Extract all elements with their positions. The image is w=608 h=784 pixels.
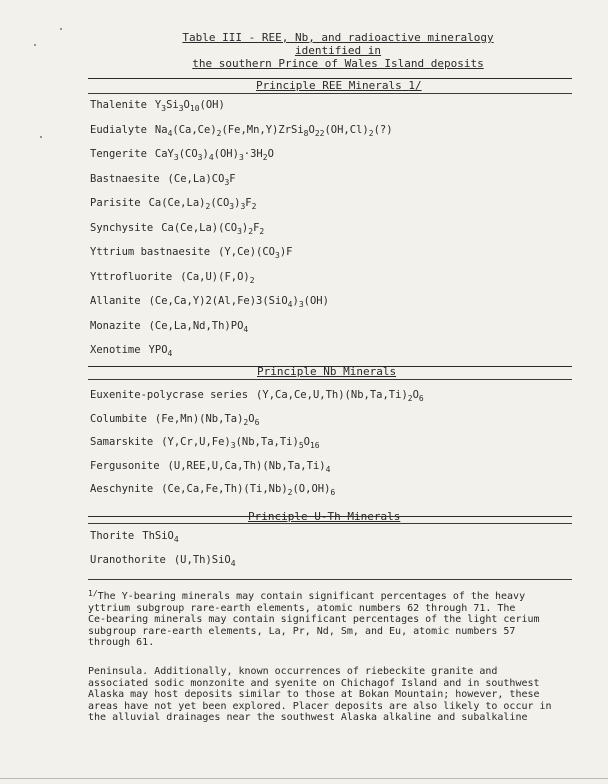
mineral-formula: $(Ce,La)CO_3F$ bbox=[167, 172, 236, 187]
mineral-formula: $Y_3Si_3O_{10}(OH)$ bbox=[154, 99, 225, 113]
mineral-name: Uranothorite bbox=[90, 554, 166, 566]
mineral-formula: ThSiO$_4$ bbox=[142, 530, 179, 544]
mineral-formula: $(Y,Cr,U,Fe)_3(Nb,Ta,Ti)_5O_{16}$ bbox=[161, 436, 320, 450]
mineral-row bbox=[90, 124, 393, 137]
scan-speck bbox=[60, 28, 62, 30]
mineral-formula: $(Y,Ca,Ce,U,Th)(Nb,Ta,Ti)_2O_6$ bbox=[256, 389, 424, 403]
mineral-formula: $Na_4(Ca,Ce)_2(Fe,Mn,Y)ZrSi_8O_{22}(OH,Cl)_2(?)$ bbox=[154, 123, 393, 138]
mineral-name: Aeschynite bbox=[90, 483, 154, 495]
mineral-name: Allanite bbox=[90, 295, 141, 307]
mineral-formula: $(Y,Ce)(CO_3)F$ bbox=[218, 246, 293, 260]
mineral-name: Eudialyte bbox=[90, 123, 147, 136]
mineral-name: Columbite bbox=[90, 412, 147, 425]
table-end-rule bbox=[88, 579, 572, 580]
mineral-row bbox=[90, 483, 335, 496]
mineral-formula: $(Ce,Ca,Fe,Th)(Ti,Nb)_2(O,OH)_6$ bbox=[161, 483, 336, 497]
mineral-row bbox=[90, 460, 330, 473]
section-heading: Principle REE Minerals 1/ bbox=[256, 79, 422, 92]
mineral-row bbox=[90, 389, 424, 402]
body-paragraph: Peninsula. Additionally, known occurrences of riebeckite granite and associated sodic monzonite and syenite on Chichagof Island and in southwest Alaska may host deposits similar to those at Bokan Mountain; however, these areas have not yet been explored. Placer deposits are also likely to occur in the alluvial drainages near the southwest Alaska alkaline and subalkaline bbox=[88, 666, 552, 723]
mineral-name: Thorite bbox=[90, 530, 135, 542]
mineral-row bbox=[90, 320, 248, 333]
table-title-line2: the southern Prince of Wales Island deposits bbox=[192, 57, 484, 70]
footnote-reference: 1/ bbox=[408, 79, 422, 92]
mineral-row bbox=[90, 344, 172, 357]
section-heading: Principle Nb Minerals bbox=[257, 365, 397, 378]
scan-speck bbox=[34, 44, 36, 46]
mineral-name: Samarskite bbox=[90, 436, 154, 448]
mineral-formula: $Ca(Ce,La)_2(CO_3)_3F_2$ bbox=[148, 197, 257, 211]
mineral-formula: $CaY_3(CO_3)_4(OH)_3\cdot 3H_2O$ bbox=[154, 148, 274, 162]
section-rule-bottom bbox=[88, 379, 572, 380]
mineral-row bbox=[90, 222, 264, 235]
mineral-name: Parisite bbox=[90, 197, 141, 209]
mineral-formula: $(Ca,U)(F,O)_2$ bbox=[180, 270, 255, 285]
mineral-formula: $(Ce,La,Nd,Th)PO_4$ bbox=[148, 319, 249, 334]
table-title-line1: Table III - REE, Nb, and radioactive mineralogy identified in bbox=[182, 31, 494, 57]
mineral-row bbox=[90, 99, 225, 112]
mineral-name: Monazite bbox=[90, 319, 141, 332]
table-title bbox=[148, 31, 528, 70]
mineral-name: Tengerite bbox=[90, 148, 147, 160]
section-heading: Principle U-Th Minerals bbox=[248, 510, 401, 523]
scan-speck bbox=[40, 136, 42, 138]
section-rule-bottom bbox=[88, 93, 572, 94]
mineral-row bbox=[90, 271, 255, 284]
mineral-row bbox=[90, 554, 236, 567]
mineral-name: Yttrium bastnaesite bbox=[90, 246, 211, 258]
footnote-mark: 1/ bbox=[88, 589, 98, 598]
mineral-formula: $(Fe,Mn)(Nb,Ta)_2O_6$ bbox=[154, 412, 260, 427]
mineral-row bbox=[90, 295, 329, 308]
section-rule-bottom bbox=[88, 523, 572, 524]
mineral-name: Thalenite bbox=[90, 99, 147, 111]
mineral-formula: $YPO_4$ bbox=[148, 344, 173, 358]
mineral-formula: $Ca(Ce,La)(CO_3)_2F_2$ bbox=[161, 221, 265, 236]
mineral-formula: $(U,REE,U,Ca,Th)(Nb,Ta,Ti)_4$ bbox=[167, 459, 331, 474]
mineral-formula: $(Ce,Ca,Y)2(Al,Fe)3(SiO_4)_3(OH)$ bbox=[148, 295, 329, 309]
page-edge-line bbox=[0, 778, 608, 779]
mineral-name: Yttrofluorite bbox=[90, 270, 173, 283]
mineral-name: Xenotime bbox=[90, 344, 141, 356]
footnote bbox=[88, 588, 574, 649]
mineral-row bbox=[90, 530, 179, 543]
mineral-row bbox=[90, 197, 256, 210]
mineral-name: Fergusonite bbox=[90, 459, 160, 472]
mineral-row bbox=[90, 148, 274, 161]
mineral-name: Synchysite bbox=[90, 221, 154, 234]
mineral-name: Euxenite-polycrase series bbox=[90, 389, 249, 401]
mineral-row bbox=[90, 436, 320, 449]
mineral-row bbox=[90, 246, 293, 259]
mineral-row bbox=[90, 413, 259, 426]
mineral-name: Bastnaesite bbox=[90, 172, 160, 185]
mineral-formula: (U,Th)SiO$_4$ bbox=[173, 554, 236, 568]
mineral-row bbox=[90, 173, 236, 186]
footnote-text: The Y-bearing minerals may contain significant percentages of the heavy yttrium subgroup rare-earth elements, atomic numbers 62 through 71. The Ce-bearing minerals may contain significant percentages of the light cerium subgroup rare-earth elements, La, Pr, Nd, Sm, and Eu, atomic numbers 57 through 61. bbox=[88, 591, 540, 648]
